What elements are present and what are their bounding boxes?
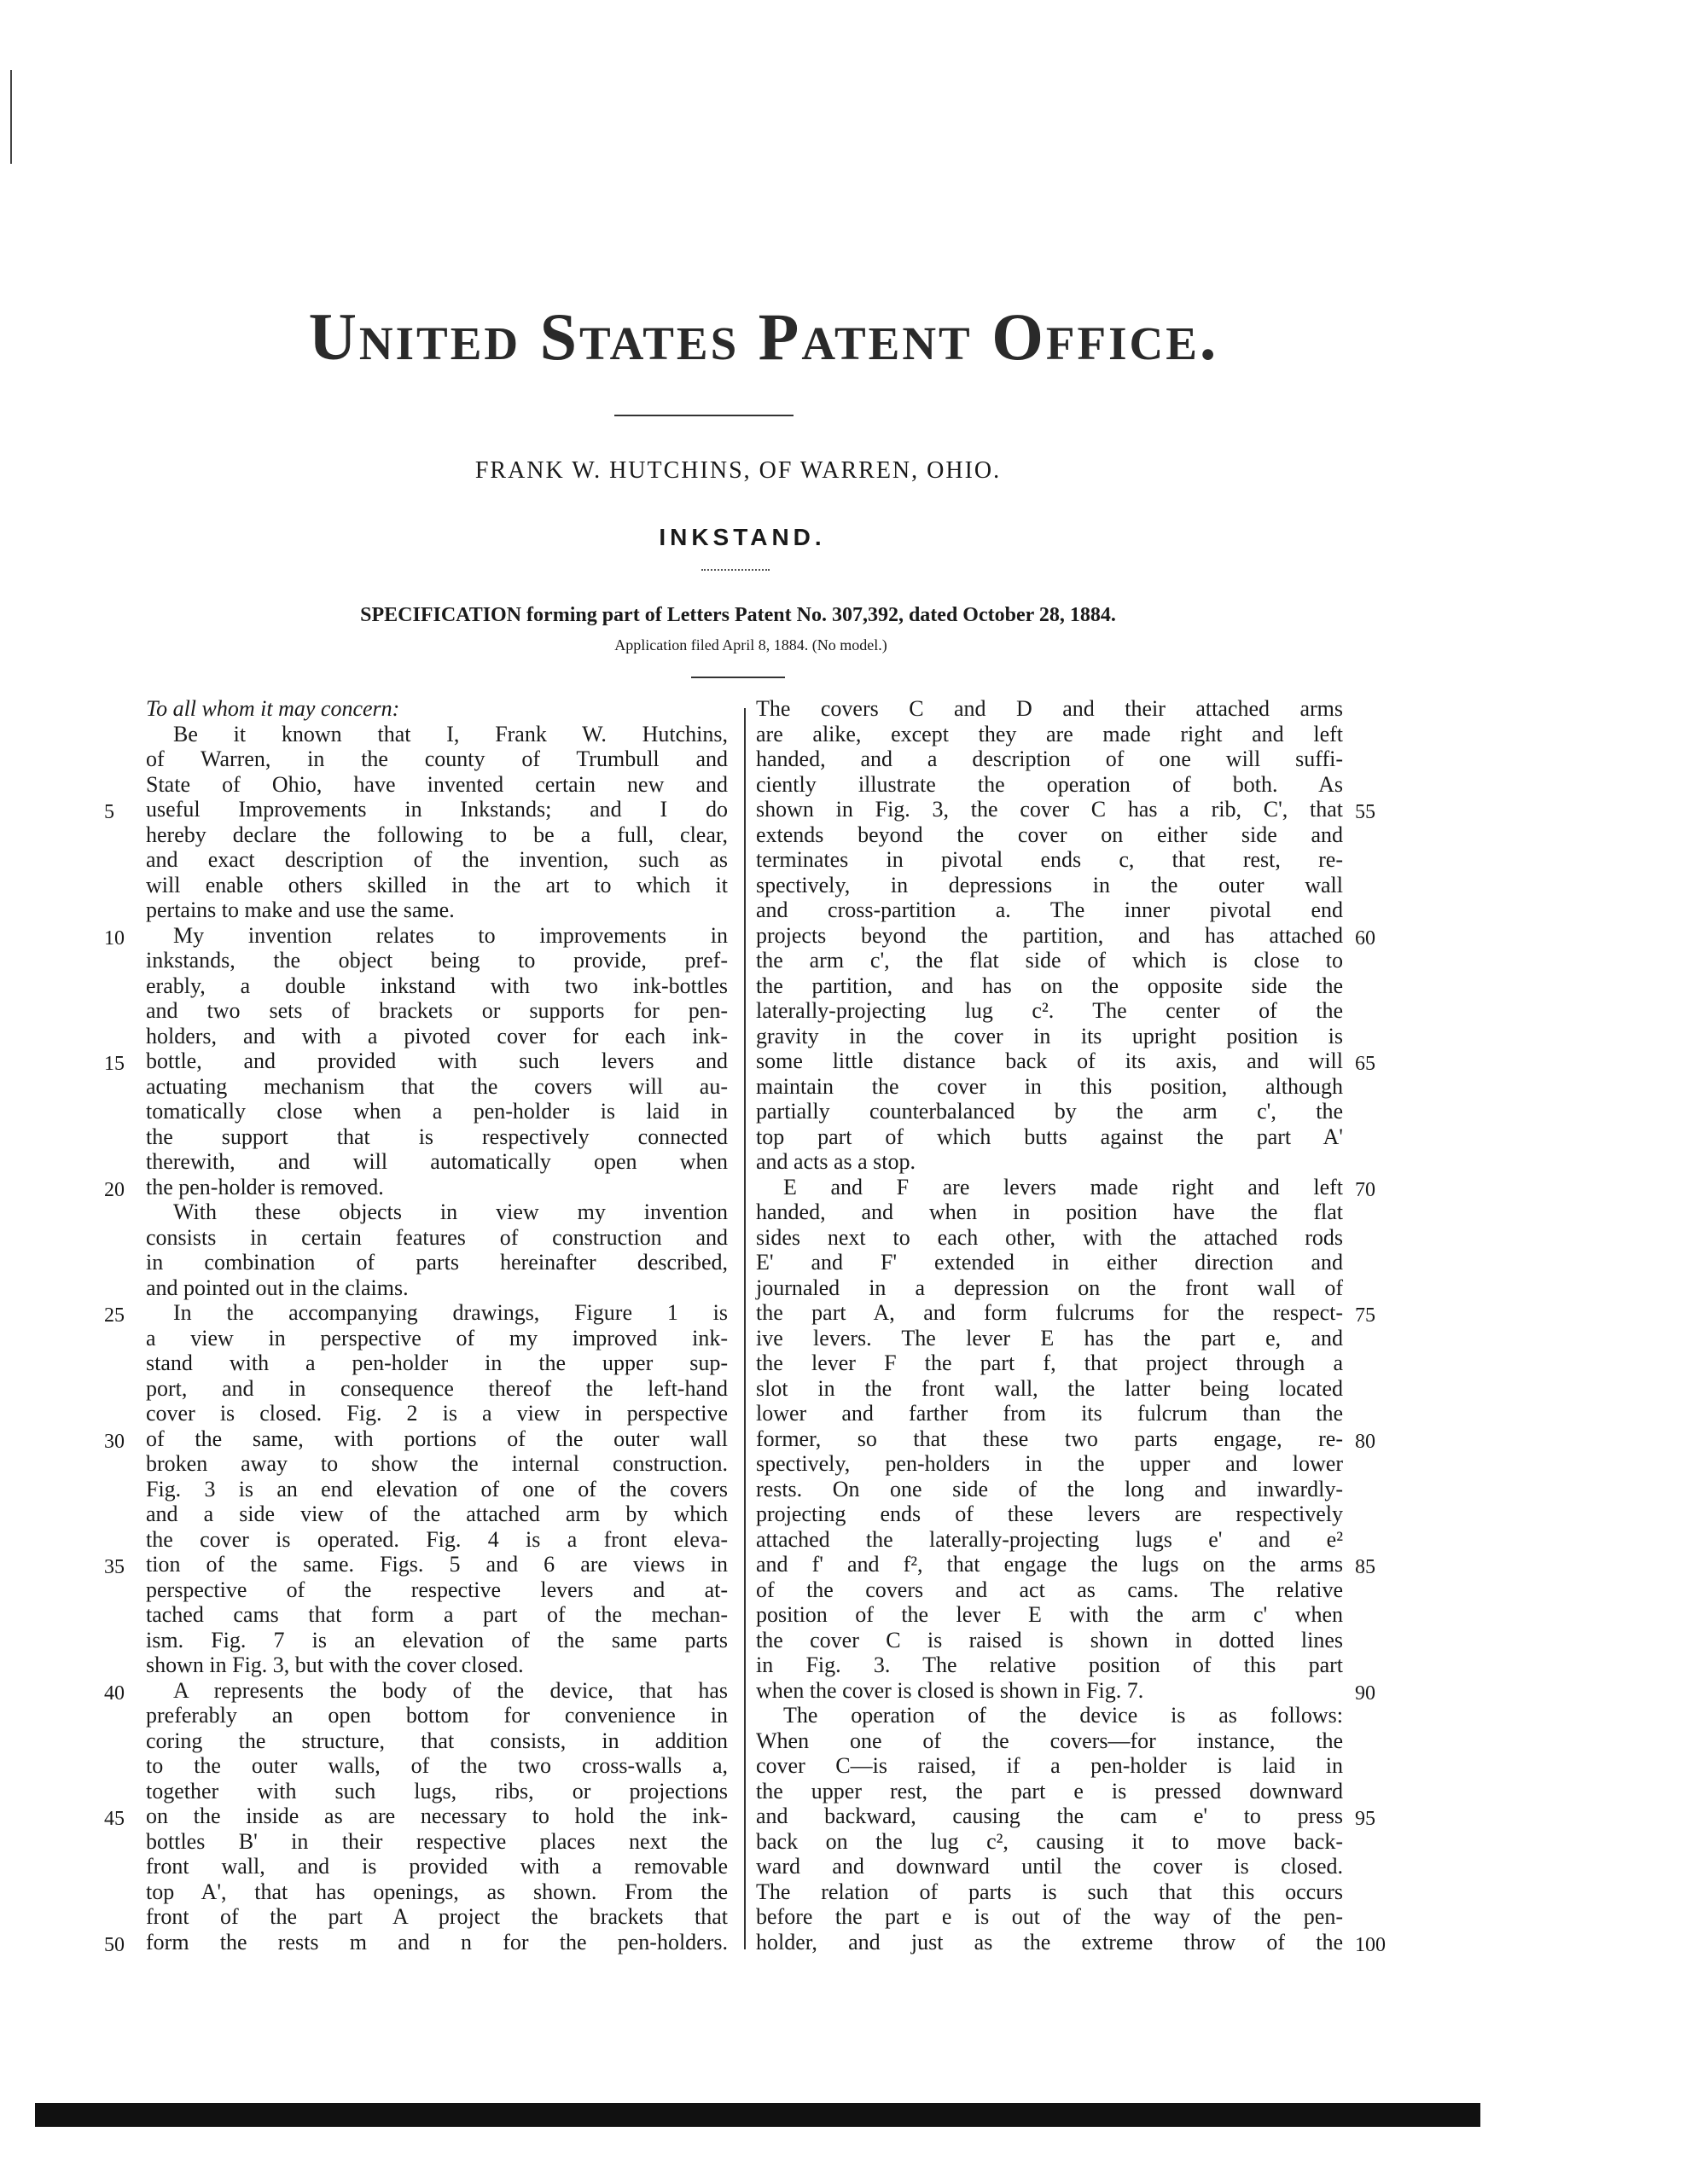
text-line: cover C—is raised, if a pen-holder is laid in: [756, 1753, 1343, 1778]
text-line: maintain the cover in this position, although: [756, 1073, 1343, 1099]
text-line: top part of which butts against the part A': [756, 1124, 1343, 1149]
text-line: useful Improvements in Inkstands; and I do: [146, 797, 728, 822]
text-line: spectively, pen-holders in the upper and lower: [756, 1451, 1343, 1476]
text-line: Be it known that I, Frank W. Hutchins,: [173, 721, 728, 746]
line-number: 25: [104, 1304, 125, 1327]
text-line: the cover C is raised is shown in dotted lines: [756, 1627, 1343, 1653]
text-line: bottles B' in their respective places next the: [146, 1828, 728, 1854]
text-line: broken away to show the internal construction.: [146, 1451, 728, 1476]
text-line: tached cams that form a part of the mechan-: [146, 1602, 728, 1627]
left-text-column: [146, 696, 728, 1955]
text-line: The operation of the device is as follows:: [783, 1703, 1343, 1728]
text-line: extends beyond the cover on either side and: [756, 822, 1343, 847]
line-number: 60: [1355, 926, 1375, 950]
text-line: ward and downward until the cover is closed.: [756, 1854, 1343, 1879]
line-number: 70: [1355, 1178, 1375, 1201]
text-line: port, and in consequence thereof the left-hand: [146, 1375, 728, 1401]
text-line: before the part e is out of the way of the pen-: [756, 1904, 1343, 1929]
text-line: The covers C and D and their attached arms: [756, 696, 1343, 721]
text-line: E and F are levers made right and left: [783, 1174, 1343, 1199]
text-line: erably, a double inkstand with two ink-bottles: [146, 973, 728, 998]
line-number: 50: [104, 1933, 125, 1956]
text-line: front wall, and is provided with a removable: [146, 1854, 728, 1879]
text-line: front of the part A project the brackets that: [146, 1904, 728, 1929]
text-line: the arm c', the flat side of which is close to: [756, 948, 1343, 973]
inventor-line: FRANK W. HUTCHINS, OF WARREN, OHIO.: [474, 457, 1002, 484]
text-line: hereby declare the following to be a full, clear,: [146, 822, 728, 847]
scan-margin-mark: [10, 70, 12, 164]
column-divider: [744, 708, 746, 1949]
text-line: spectively, in depressions in the outer wall: [756, 872, 1343, 897]
text-line: are alike, except they are made right and left: [756, 721, 1343, 746]
text-line: holders, and with a pivoted cover for each ink-: [146, 1023, 728, 1048]
text-line: the partition, and has on the opposite side the: [756, 973, 1343, 998]
divider-rule: [701, 569, 770, 571]
text-line: coring the structure, that consists, in addition: [146, 1728, 728, 1753]
text-line: and pointed out in the claims.: [146, 1275, 409, 1300]
text-line: projects beyond the partition, and has attached: [756, 922, 1343, 948]
text-line: and a side view of the attached arm by which: [146, 1502, 728, 1526]
text-line: cover is closed. Fig. 2 is a view in perspective: [146, 1401, 728, 1426]
text-line: ism. Fig. 7 is an elevation of the same parts: [146, 1627, 728, 1653]
text-line: will enable others skilled in the art to which it: [146, 872, 728, 897]
text-line: rests. On one side of the long and inwardly-: [756, 1476, 1343, 1502]
line-number: 10: [104, 926, 125, 950]
text-line: tomatically close when a pen-holder is laid in: [146, 1099, 728, 1124]
right-text-column: [756, 696, 1343, 1955]
text-line: gravity in the cover in its upright position is: [756, 1023, 1343, 1048]
text-line: form the rests m and n for the pen-holders.: [146, 1929, 728, 1955]
text-line: position of the lever E with the arm c' when: [756, 1602, 1343, 1627]
line-number: 5: [104, 801, 114, 823]
text-line: and two sets of brackets or supports for pen-: [146, 998, 728, 1023]
text-line: the support that is respectively connected: [146, 1124, 728, 1149]
text-line: on the inside as are necessary to hold the ink-: [146, 1804, 728, 1828]
divider-rule: [691, 677, 785, 678]
line-number: 85: [1355, 1556, 1375, 1578]
line-number: 15: [104, 1053, 125, 1075]
text-line: E' and F' extended in either direction and: [756, 1250, 1343, 1275]
line-number: 30: [104, 1430, 125, 1453]
text-line: and exact description of the invention, such as: [146, 847, 728, 872]
text-line: A represents the body of the device, that has: [173, 1677, 728, 1703]
text-line: slot in the front wall, the latter being located: [756, 1375, 1343, 1401]
text-line: the cover is operated. Fig. 4 is a front eleva-: [146, 1526, 728, 1552]
text-line: projecting ends of these levers are respectively: [756, 1502, 1343, 1526]
text-line: therewith, and will automatically open when: [146, 1149, 728, 1174]
line-number: 45: [104, 1808, 125, 1830]
line-number: 65: [1355, 1053, 1375, 1075]
scan-bottom-bar: [35, 2103, 1480, 2127]
text-line: actuating mechanism that the covers will au-: [146, 1073, 728, 1099]
text-line: top A', that has openings, as shown. From the: [146, 1879, 728, 1904]
text-line: tion of the same. Figs. 5 and 6 are views in: [146, 1552, 728, 1577]
line-number: 95: [1355, 1808, 1375, 1830]
text-line: the pen-holder is removed.: [146, 1174, 384, 1199]
invention-title: INKSTAND.: [659, 524, 826, 550]
text-line: former, so that these two parts engage, re-: [756, 1426, 1343, 1451]
text-line: of the same, with portions of the outer wall: [146, 1426, 728, 1451]
text-line: to the outer walls, of the two cross-walls a,: [146, 1753, 728, 1778]
text-line: terminates in pivotal ends c, that rest, re-: [756, 847, 1343, 872]
text-line: stand with a pen-holder in the upper sup-: [146, 1350, 728, 1375]
text-line: My invention relates to improvements in: [173, 922, 728, 948]
text-line: State of Ohio, have invented certain new and: [146, 771, 728, 797]
text-line: shown in Fig. 3, but with the cover closed.: [146, 1653, 524, 1677]
text-line: of Warren, in the county of Trumbull and: [146, 746, 728, 771]
text-line: shown in Fig. 3, the cover C has a rib, C', that: [756, 797, 1343, 822]
text-line: handed, and a description of one will suffi-: [756, 746, 1343, 771]
line-number: 40: [104, 1682, 125, 1705]
text-line: lower and farther from its fulcrum than the: [756, 1401, 1343, 1426]
divider-rule: [614, 415, 794, 416]
text-line: inkstands, the object being to provide, pref-: [146, 948, 728, 973]
text-line: of the covers and act as cams. The relative: [756, 1577, 1343, 1602]
text-line: perspective of the respective levers and at-: [146, 1577, 728, 1602]
text-line: partially counterbalanced by the arm c', the: [756, 1099, 1343, 1124]
line-number: 55: [1355, 801, 1375, 823]
text-line: the lever F the part f, that project through a: [756, 1350, 1343, 1375]
text-line: back on the lug c², causing it to move back-: [756, 1828, 1343, 1854]
text-line: when the cover is closed is shown in Fig. 7.: [756, 1677, 1144, 1703]
text-line: the upper rest, the part e is pressed downward: [756, 1778, 1343, 1804]
text-line: attached the laterally-projecting lugs e' and e²: [756, 1526, 1343, 1552]
text-line: consists in certain features of construction and: [146, 1224, 728, 1250]
text-line: and backward, causing the cam e' to press: [756, 1804, 1343, 1828]
text-line: the part A, and form fulcrums for the respect-: [756, 1300, 1343, 1325]
text-line: To all whom it may concern:: [146, 696, 400, 721]
text-line: and cross-partition a. The inner pivotal end: [756, 897, 1343, 922]
text-line: When one of the covers—for instance, the: [756, 1728, 1343, 1753]
line-number: 90: [1355, 1682, 1375, 1705]
text-line: sides next to each other, with the attached rods: [756, 1224, 1343, 1250]
text-line: With these objects in view my invention: [173, 1199, 728, 1224]
text-line: ive levers. The lever E has the part e, and: [756, 1325, 1343, 1350]
text-line: pertains to make and use the same.: [146, 897, 455, 922]
text-line: Fig. 3 is an end elevation of one of the covers: [146, 1476, 728, 1502]
text-line: journaled in a depression on the front wall of: [756, 1275, 1343, 1300]
specification-line: SPECIFICATION forming part of Letters Patent No. 307,392, dated October 28, 1884.: [360, 604, 1116, 626]
application-line: Application filed April 8, 1884. (No model.): [614, 636, 887, 653]
text-line: handed, and when in position have the flat: [756, 1199, 1343, 1224]
line-number: 20: [104, 1178, 125, 1201]
text-line: and acts as a stop.: [756, 1149, 916, 1174]
line-number: 100: [1355, 1933, 1386, 1956]
text-line: in combination of parts hereinafter described,: [146, 1250, 728, 1275]
text-line: The relation of parts is such that this occurs: [756, 1879, 1343, 1904]
text-line: some little distance back of its axis, and will: [756, 1048, 1343, 1073]
text-line: in Fig. 3. The relative position of this part: [756, 1653, 1343, 1677]
text-line: preferably an open bottom for convenience in: [146, 1703, 728, 1728]
text-line: together with such lugs, ribs, or projections: [146, 1778, 728, 1804]
text-line: a view in perspective of my improved ink-: [146, 1325, 728, 1350]
text-line: In the accompanying drawings, Figure 1 is: [173, 1300, 728, 1325]
text-line: ciently illustrate the operation of both. As: [756, 771, 1343, 797]
text-line: bottle, and provided with such levers and: [146, 1048, 728, 1073]
text-line: holder, and just as the extreme throw of the: [756, 1929, 1343, 1955]
line-number: 80: [1355, 1430, 1375, 1453]
line-number: 35: [104, 1556, 125, 1578]
text-line: and f' and f², that engage the lugs on the arms: [756, 1552, 1343, 1577]
line-number: 75: [1355, 1304, 1375, 1327]
text-line: laterally-projecting lug c². The center of the: [756, 998, 1343, 1023]
office-title: United States Patent Office.: [308, 299, 1219, 374]
